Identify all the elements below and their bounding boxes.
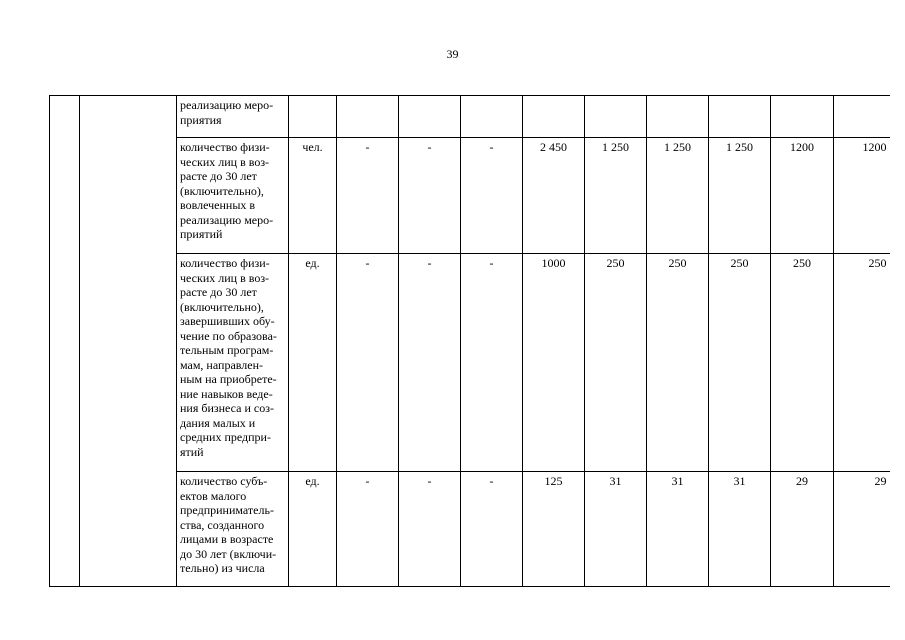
- value-cell: [461, 96, 523, 138]
- value-cell: [771, 96, 834, 138]
- indicator-cell: количество физи-ческих лиц в воз-расте до 30 лет (включительно), вовлеченных в реализацию меро-приятий: [177, 138, 289, 254]
- value-cell: [585, 96, 647, 138]
- value-cell: -: [461, 254, 523, 472]
- value-cell: [399, 96, 461, 138]
- number-cell: [50, 96, 80, 587]
- value-cell: 250: [834, 254, 890, 472]
- value-cell: 29: [771, 472, 834, 587]
- value-cell: -: [461, 138, 523, 254]
- value-cell: -: [337, 472, 399, 587]
- value-cell: 29: [834, 472, 890, 587]
- indicators-table: [49, 95, 890, 587]
- value-cell: 125: [523, 472, 585, 587]
- value-cell: -: [399, 254, 461, 472]
- value-cell: -: [337, 254, 399, 472]
- value-cell: 250: [771, 254, 834, 472]
- page-number: 39: [446, 47, 459, 61]
- value-cell: 1200: [771, 138, 834, 254]
- event-name-cell: [80, 96, 177, 587]
- value-cell: -: [461, 472, 523, 587]
- value-cell: 2 450: [523, 138, 585, 254]
- value-cell: 1 250: [647, 138, 709, 254]
- value-cell: -: [337, 138, 399, 254]
- value-cell: 250: [585, 254, 647, 472]
- value-cell: 1200: [834, 138, 890, 254]
- unit-cell: чел.: [289, 138, 337, 254]
- value-cell: 1 250: [585, 138, 647, 254]
- indicator-cell: количество физи-ческих лиц в воз-расте до 30 лет (включительно), завершивших обу-чение по образова-тельным програм-мам, направлен-ным на приобрете-ние навыков веде-ния бизнеса и соз-дания малых и средних предпри-ятий: [177, 254, 289, 472]
- value-cell: -: [399, 138, 461, 254]
- table-row: [50, 96, 890, 138]
- value-cell: [523, 96, 585, 138]
- value-cell: 31: [709, 472, 771, 587]
- unit-cell: ед.: [289, 472, 337, 587]
- value-cell: 1 250: [709, 138, 771, 254]
- indicator-cell: количество субъ-ектов малого предприниматель-ства, созданного лицами в возрасте до 30 лет (включи-тельно) из числа: [177, 472, 289, 587]
- value-cell: 1000: [523, 254, 585, 472]
- value-cell: 31: [647, 472, 709, 587]
- value-cell: [834, 96, 890, 138]
- unit-cell: [289, 96, 337, 138]
- indicator-cell: реализацию меро-приятия: [177, 96, 289, 138]
- value-cell: [337, 96, 399, 138]
- value-cell: 31: [585, 472, 647, 587]
- value-cell: 250: [647, 254, 709, 472]
- unit-cell: ед.: [289, 254, 337, 472]
- value-cell: [647, 96, 709, 138]
- value-cell: [709, 96, 771, 138]
- value-cell: 250: [709, 254, 771, 472]
- value-cell: -: [399, 472, 461, 587]
